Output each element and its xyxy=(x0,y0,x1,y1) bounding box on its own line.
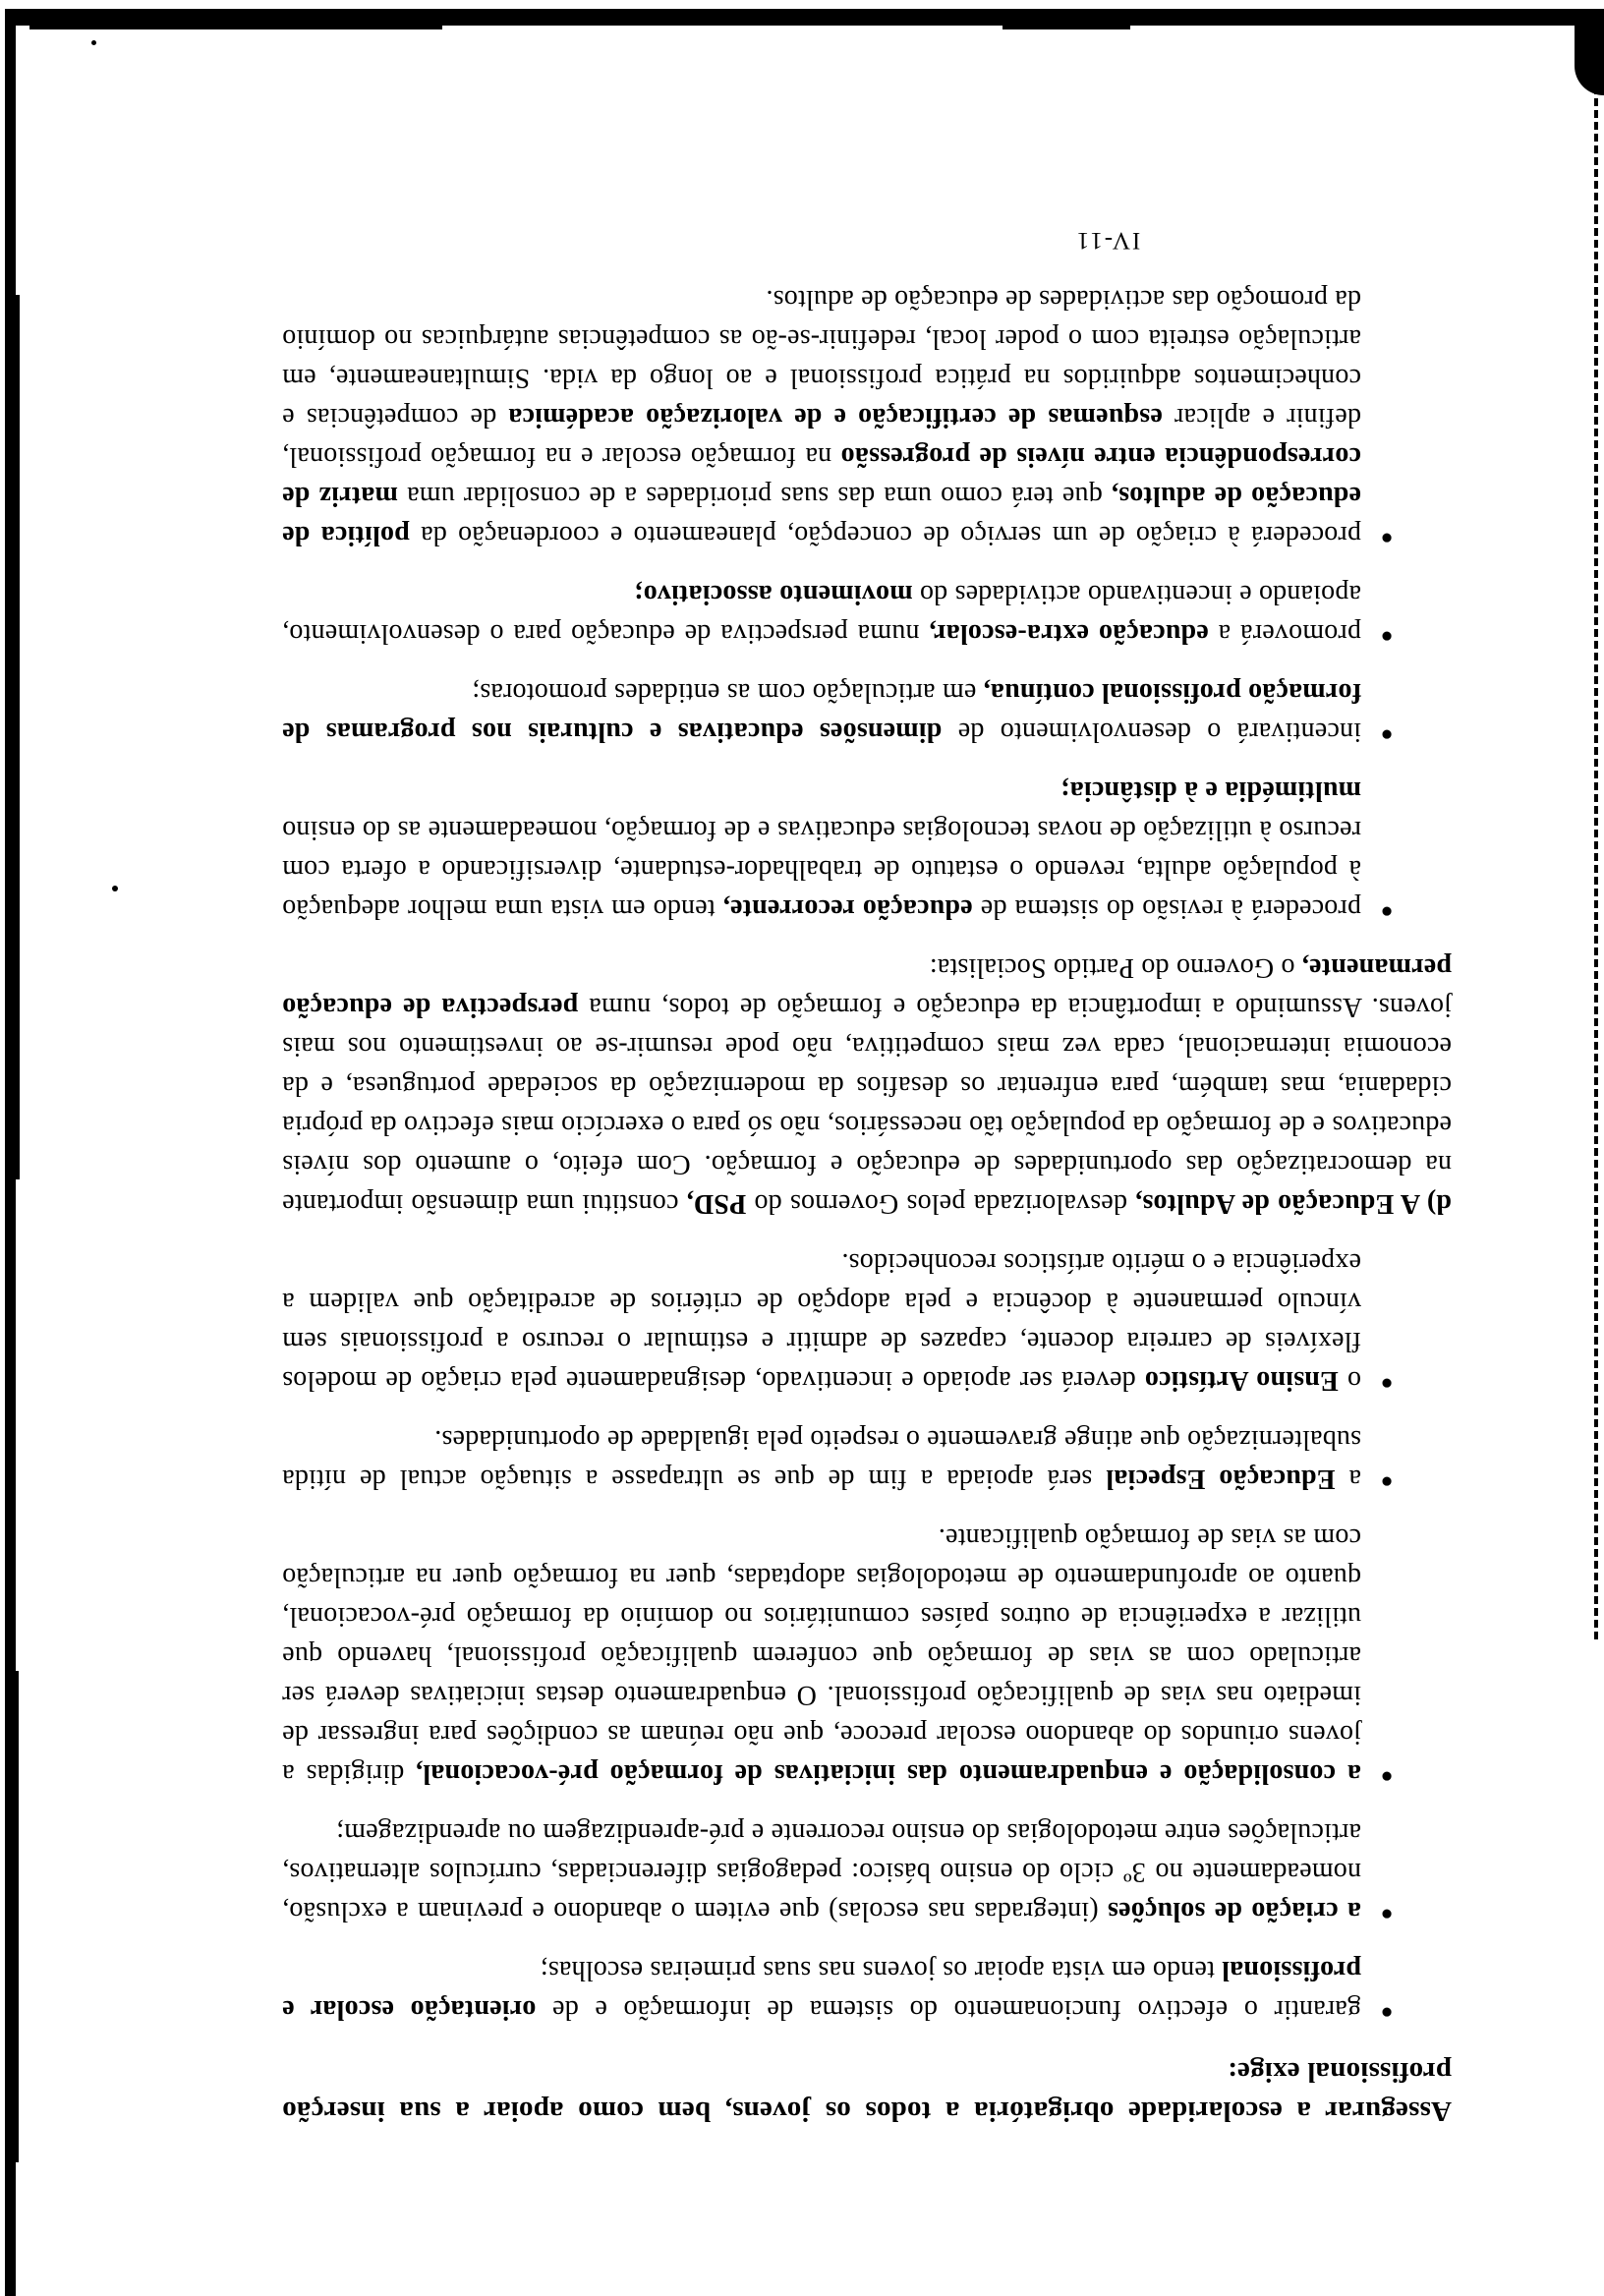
scan-edge-left-strip xyxy=(5,9,16,2296)
bullet-item xyxy=(282,672,1452,751)
text-segment: será apoiada a fim de que se ultrapasse a situação actual de nítida subalternização que atinge gravemente o respeito pela igualdade de oportunidades. xyxy=(281,1424,1361,1494)
text-segment: (integradas nas escolas) que evitem o abandono e previnam a exclusão, nomeadamente no 3º ciclo do ensino básico: pedagogias diferenciadas, currículos alternativos, articulações entre metodologias do ensino recorrente e pré-aprendizagem ou aprendizagem; xyxy=(281,1817,1361,1926)
text-segment: em articulação com as entidades promotoras; xyxy=(472,677,984,708)
text-segment: constitui uma dimensão importante na democratização das oportunidades de educação e formação. Com efeito, o aumento dos níveis educativos e de formação da população tão necessários, não só para o exercício mais efectivo da própria cidadania, mas também, para enfrentar os desafios da modernização da sociedade portuguesa, e da economia internacional, cada vez mais competitiva, não pode resumir-se ao investimento nos mais jovens. Assumindo a importância da educação e formação de todos, numa xyxy=(281,992,1452,1219)
bold-text-segment: dimensões educativas e culturais nos programas de formação profissional contínua, xyxy=(281,677,1361,747)
bold-text-segment: Educação Especial xyxy=(1106,1464,1336,1494)
scan-edge-top-bar xyxy=(6,9,1604,26)
text-segment: na formação escolar e na formação profissional, definir e aplicar xyxy=(282,402,1361,472)
bold-text-segment: política de educação de adultos, xyxy=(282,481,1361,550)
text-segment: dirigidas a jovens oriundos do abandono escolar precoce, que não reúnam as condições para ingressar de imediato nas vias de qualificação profissional. O enquadramento destas iniciativas deverá ser articulado com as vias de formação que conferem qualificação profissional, havendo que utilizar a experiência de outros países comunitários no domínio da formação pré-vocacional, quanto ao aprofundamento de metodologias adoptadas, quer na formação quer na articulação com as vias de formação qualificante. xyxy=(282,1522,1361,1789)
bold-text-segment: orientação escolar e profissional xyxy=(281,1955,1361,2025)
bullet-item xyxy=(282,1518,1452,1793)
bold-text-segment: PSD, xyxy=(686,1188,747,1219)
bold-text-segment: multimédia e à distância; xyxy=(1060,775,1361,806)
bold-text-segment: perspectiva de educação permanente, xyxy=(282,952,1452,1022)
scan-speck-2 xyxy=(112,886,118,891)
text-segment: numa perspectiva de educação para o desenvolvimento, apoiando e incentivando actividades do xyxy=(282,579,1361,649)
bullet-item xyxy=(282,279,1452,554)
text-segment: de competências e conhecimentos adquiridos na prática profissional e ao longo da vida. Simultaneamente, em articulação estreita com o poder local, redefinir-se-ão as competências autárquicas no domínio da promoção das actividades de educação de adultos. xyxy=(282,284,1361,432)
text-segment: procederá à criação de um serviço de concepção, planeamento e coordenação da xyxy=(409,520,1361,550)
bullet-item xyxy=(282,1812,1452,1930)
document-blocks xyxy=(282,279,1452,2131)
document-heading xyxy=(282,2052,1452,2131)
bold-text-segment: Ensino Artístico xyxy=(1144,1365,1339,1396)
bold-text-segment: d) A Educação de Adultos, xyxy=(1135,1188,1452,1219)
text-segment: garantir o efectivo funcionamento do sistema de informação e de xyxy=(536,1994,1361,2025)
text-segment: que terá como uma das suas prioridades a de consolidar uma xyxy=(397,481,1112,511)
text-segment: tendo em vista uma melhor adequação à população adulta, revendo o estatuto de trabalhador-estudante, diversificando a oferta com recurso à utilização de novas tecnologias educativas e de formação, nomeadamente as do ensino xyxy=(281,815,1361,924)
bullet-item xyxy=(282,1950,1452,2029)
bold-text-segment: a consolidação e enquadramento das iniciativas de formação pré-vocacional, xyxy=(415,1758,1361,1789)
bold-text-segment: educação extra-escolar, xyxy=(929,618,1209,649)
text-segment: desvalorizada pelos Governos do xyxy=(746,1188,1136,1219)
bold-text-segment: a criação de soluções xyxy=(1107,1896,1361,1926)
scan-speck xyxy=(91,40,96,45)
text-segment: incentivará o desenvolvimento de xyxy=(942,717,1361,747)
scan-edge-right-dashed-line xyxy=(1594,28,1598,1639)
text-segment: procederá à revisão do sistema de xyxy=(972,893,1361,924)
bold-text-segment: movimento associativo; xyxy=(633,579,913,609)
scan-edge-left-ragged xyxy=(16,295,20,1179)
text-segment: o xyxy=(1338,1365,1361,1396)
document-paragraph xyxy=(282,947,1452,1223)
scan-edge-top-bar-ragged-2 xyxy=(1002,26,1130,29)
text-segment: promoverá a xyxy=(1208,618,1361,649)
text-segment: deverá ser apoiado e incentivado, designadamente pela criação de modelos flexíveis de carreira docente, capazes de admitir e estimular o recurso a profissionais sem vínculo permanente à docência e pela adopção de critérios de acreditação que validem a experiência e o mérito artísticos reconhecidos. xyxy=(282,1247,1361,1396)
bold-text-segment: Assegurar a escolaridade obrigatória a todos os jovens, bem como apoiar a sua inserção profissional exige: xyxy=(282,2056,1452,2127)
bold-text-segment: educação recorrente, xyxy=(722,893,973,924)
bullet-item xyxy=(282,771,1452,928)
text-segment: o Governo do Partido Socialista: xyxy=(929,952,1302,983)
page-number: IV-11 xyxy=(1074,227,1141,254)
text-segment: a xyxy=(1335,1464,1361,1494)
bullet-item xyxy=(282,1242,1452,1400)
bold-text-segment: esquemas de certificação e de valorização académica xyxy=(508,402,1163,432)
bold-text-segment: matriz de correspondência entre níveis de progressão xyxy=(282,441,1361,511)
bullet-item xyxy=(282,1419,1452,1498)
scan-edge-left-ragged-2 xyxy=(16,1671,19,2162)
bullet-item xyxy=(282,574,1452,653)
scan-edge-top-right-corner xyxy=(1575,9,1604,95)
scan-edge-top-bar-ragged xyxy=(29,26,442,29)
text-segment: tendo em vista apoiar os jovens nas suas primeiras escolhas; xyxy=(540,1955,1223,1985)
